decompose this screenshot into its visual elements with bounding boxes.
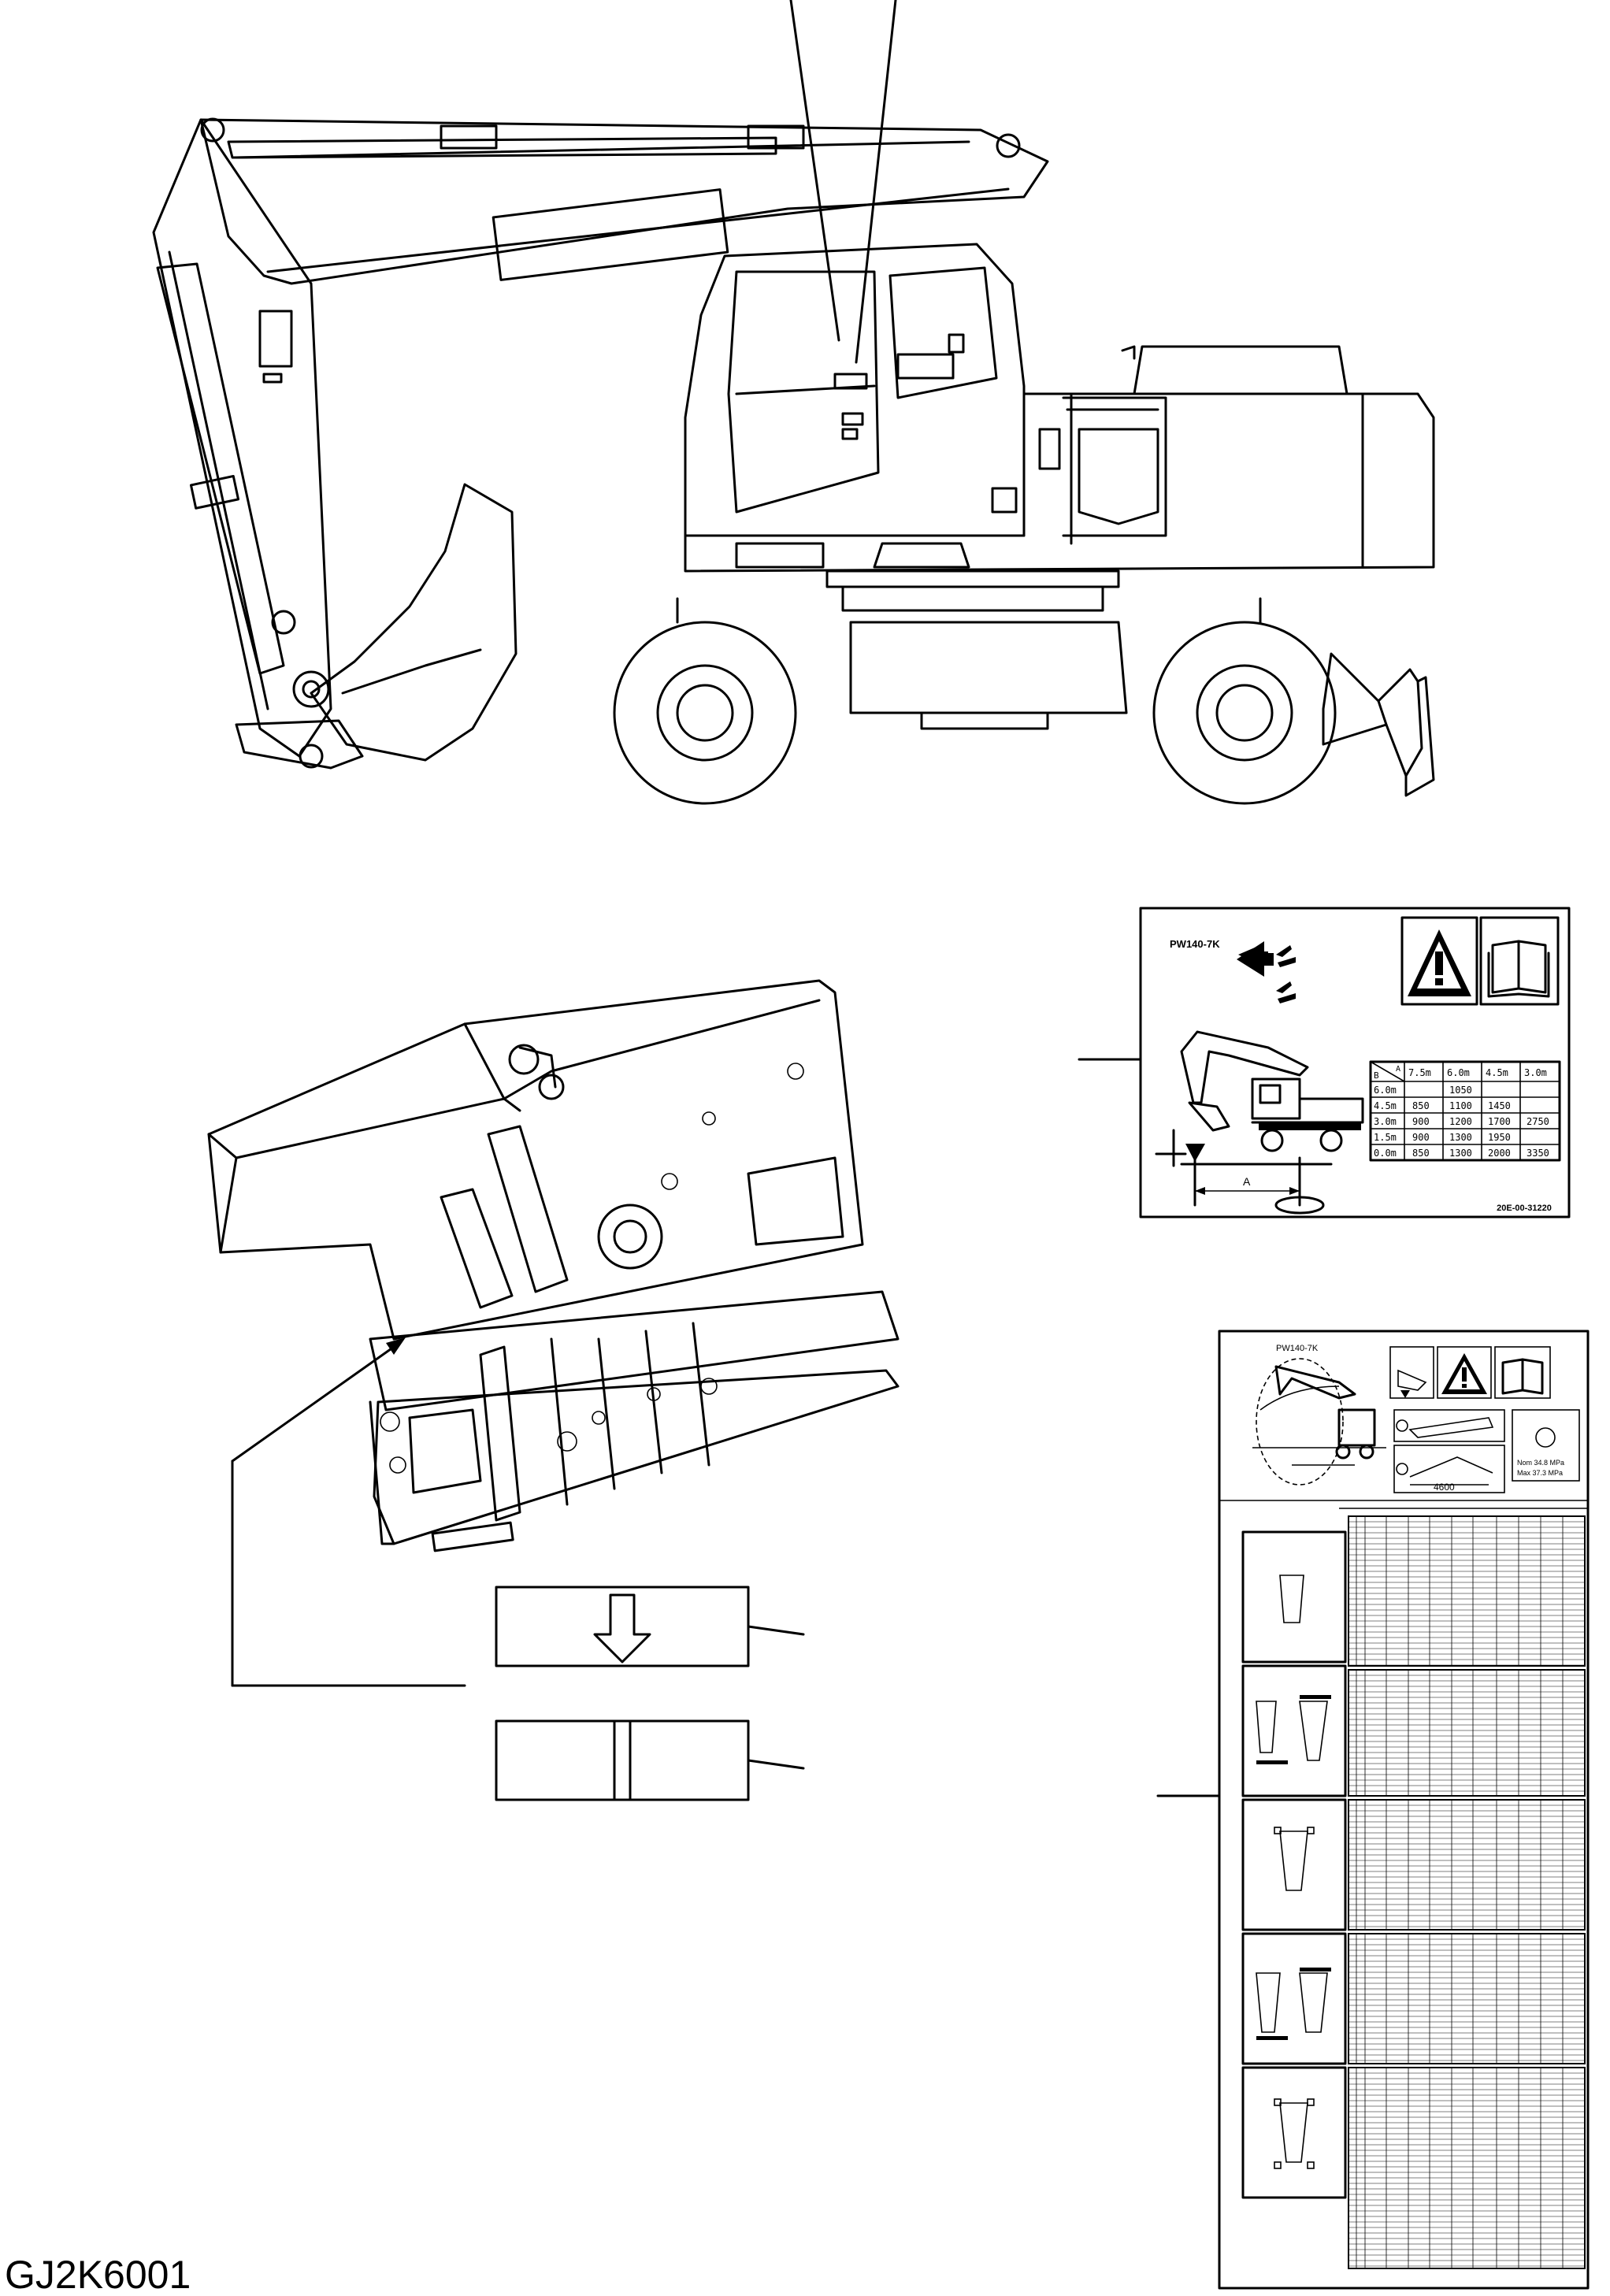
load-chart-cell: 850	[1412, 1148, 1430, 1159]
load-chart-cell: 900	[1412, 1116, 1430, 1127]
load-chart-cell: 850	[1412, 1100, 1430, 1111]
drawing-id: GJ2K6001	[5, 2253, 191, 2296]
capacity-section	[1243, 1800, 1345, 1930]
load-chart-table	[1371, 1062, 1560, 1160]
load-chart-cell: 1300	[1449, 1132, 1472, 1143]
capacity-section	[1243, 2068, 1345, 2198]
load-chart-cell: 3350	[1527, 1148, 1549, 1159]
load-chart-row-header: B	[1374, 1070, 1379, 1081]
load-chart-row-height: 1.5m	[1374, 1132, 1397, 1143]
capacity-section	[1243, 1934, 1345, 2064]
pressure-gauge-icon	[1512, 1410, 1579, 1481]
manual-book-icon	[1481, 918, 1558, 1004]
load-chart-part-number: 20E-00-31220	[1497, 1204, 1552, 1213]
load-chart-cell: 1300	[1449, 1148, 1472, 1159]
load-chart-dimension-label: A	[1243, 1175, 1251, 1188]
decal-center-mark	[496, 1721, 803, 1800]
load-chart-cell: 900	[1412, 1132, 1430, 1143]
capacity-table-grid	[1348, 1516, 1585, 2268]
isometric-frame-view	[209, 981, 898, 1686]
reach-diagram	[1394, 1445, 1504, 1493]
capacity-section	[1243, 1666, 1345, 1796]
load-chart-col-header: A	[1396, 1065, 1401, 1074]
load-chart-cell: 1950	[1488, 1132, 1511, 1143]
load-chart-column-header: 3.0m	[1524, 1067, 1547, 1078]
decal-capacity-table	[1158, 1331, 1588, 2288]
load-chart-cell: 1100	[1449, 1100, 1472, 1111]
load-chart-column-header: 6.0m	[1447, 1067, 1470, 1078]
load-chart-cell: 1700	[1488, 1116, 1511, 1127]
load-chart-row-height: 0.0m	[1374, 1148, 1397, 1159]
load-chart-row-height: 6.0m	[1374, 1085, 1397, 1096]
manual-book-icon	[1495, 1347, 1550, 1398]
load-chart-cell: 1200	[1449, 1116, 1472, 1127]
warning-triangle-icon	[1402, 918, 1477, 1004]
capacity-excavator-illustration	[1252, 1359, 1386, 1485]
load-chart-model: PW140-7K	[1170, 938, 1220, 950]
load-chart-cell: 2000	[1488, 1148, 1511, 1159]
warning-triangle-icon	[1438, 1347, 1491, 1398]
reach-label: 4600	[1434, 1482, 1455, 1493]
load-chart-cell: 1450	[1488, 1100, 1511, 1111]
decal-load-chart	[1079, 908, 1569, 1217]
load-chart-cell: 1050	[1449, 1085, 1472, 1096]
capacity-section	[1243, 1532, 1345, 1662]
decal-arrow-down	[496, 1587, 803, 1666]
load-chart-row-height: 3.0m	[1374, 1116, 1397, 1127]
load-chart-column-header: 4.5m	[1486, 1067, 1508, 1078]
load-chart-column-header: 7.5m	[1408, 1067, 1431, 1078]
capacity-table-model: PW140-7K	[1276, 1344, 1319, 1353]
load-chart-excavator-illustration	[1156, 1032, 1363, 1213]
grid-section-border	[1348, 1516, 1585, 1666]
arm-length-icon	[1394, 1410, 1504, 1441]
excavator-side-view	[154, 0, 1434, 803]
load-chart-cell: 2750	[1527, 1116, 1549, 1127]
pressure-max: Max 37.3 MPa	[1517, 1469, 1564, 1477]
pressure-nom: Nom 34.8 MPa	[1517, 1459, 1565, 1467]
boom-length-icon	[1390, 1347, 1434, 1398]
load-chart-row-height: 4.5m	[1374, 1100, 1397, 1111]
grid-section-border	[1348, 1670, 1585, 1796]
